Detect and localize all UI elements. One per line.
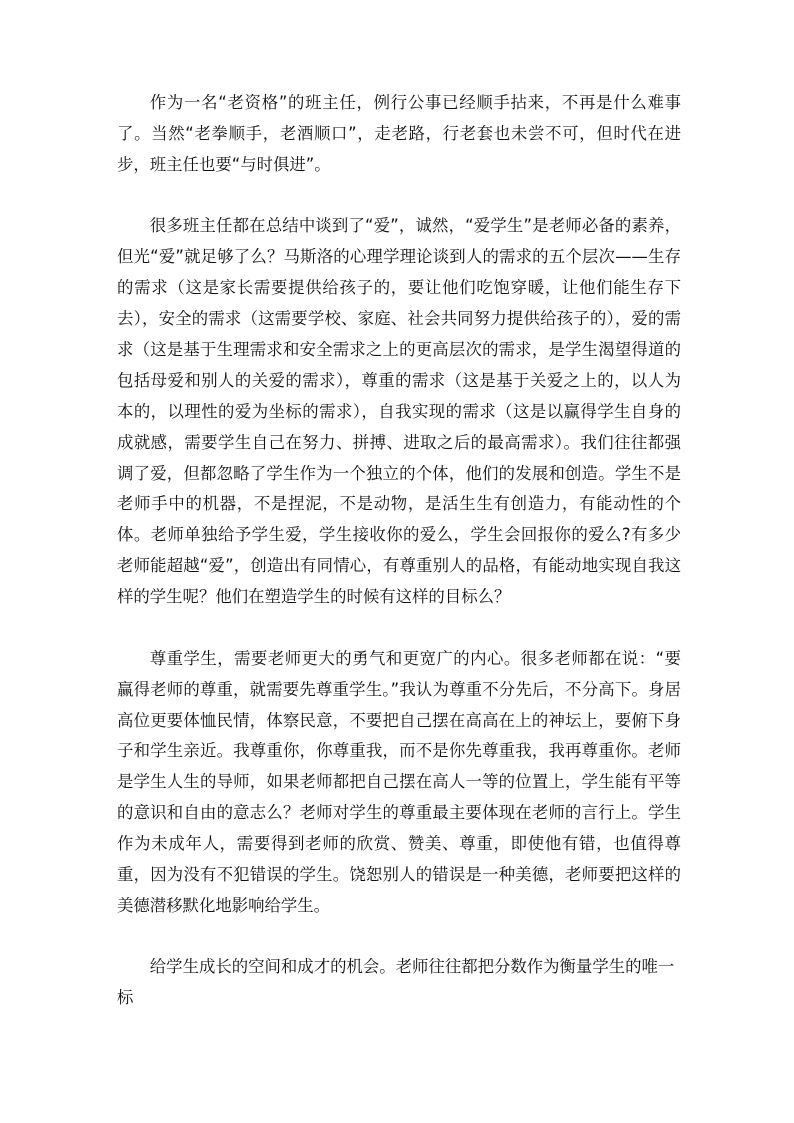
document-body [117, 88, 681, 1014]
paragraph-4: 给学生成长的空间和成才的机会。老师往往都把分数作为衡量学生的唯一标 [117, 957, 675, 1008]
paragraph-1: 作为一名“老资格”的班主任，例行公事已经顺手拈来，不再是什么难事了。当然“老拳顺手，老酒顺口”，走老路，行老套也未尝不可，但时代在进步，班主任也要“与时俱进”。 [117, 93, 681, 174]
paragraph-2: 很多班主任都在总结中谈到了“爱”，诚然，“爱学生”是老师必备的素养，但光“爱”就足够了么？马斯洛的心理学理论谈到人的需求的五个层次——生存的需求（这是家长需要提供给孩子的，要让他们吃饱穿暖，让他们能生存下去），安全的需求（这需要学校、家庭、社会共同努力提供给孩子的），爱的需求（这是基于生理需求和安全需求之上的更高层次的需求，是学生渴望得道的包括母爱和别人的关爱的需求），尊重的需求（这是基于关爱之上的，以人为本的，以理性的爱为坐标的需求），自我实现的需求（这是以赢得学生自身的成就感，需要学生自己在努力、拼搏、进取之后的最高需求）。我们往往都强调了爱，但都忽略了学生作为一个独立的个体，他们的发展和创造。学生不是老师手中的机器，不是捏泥，不是动物，是活生生有创造力，有能动性的个体。老师单独给予学生爱，学生接收你的爱么，学生会回报你的爱么?有多少老师能超越“爱”，创造出有同情心，有尊重别人的品格，有能动地实现自我这样的学生呢？他们在塑造学生的时候有这样的目标么？ [117, 216, 681, 607]
paragraph-3: 尊重学生，需要老师更大的勇气和更宽广的内心。很多老师都在说：“要赢得老师的尊重，就需要先尊重学生。”我认为尊重不分先后，不分高下。身居高位更要体恤民情，体察民意，不要把自己摆在高高在上的神坛上，要俯下身子和学生亲近。我尊重你，你尊重我，而不是你先尊重我，我再尊重你。老师是学生人生的导师，如果老师都把自己摆在高人一等的位置上，学生能有平等的意识和自由的意志么？老师对学生的尊重最主要体现在老师的言行上。学生作为未成年人，需要得到老师的欣赏、赞美、尊重，即使他有错，也值得尊重，因为没有不犯错误的学生。饶恕别人的错误是一种美德，老师要把这样的美德潜移默化地影响给学生。 [117, 648, 681, 915]
